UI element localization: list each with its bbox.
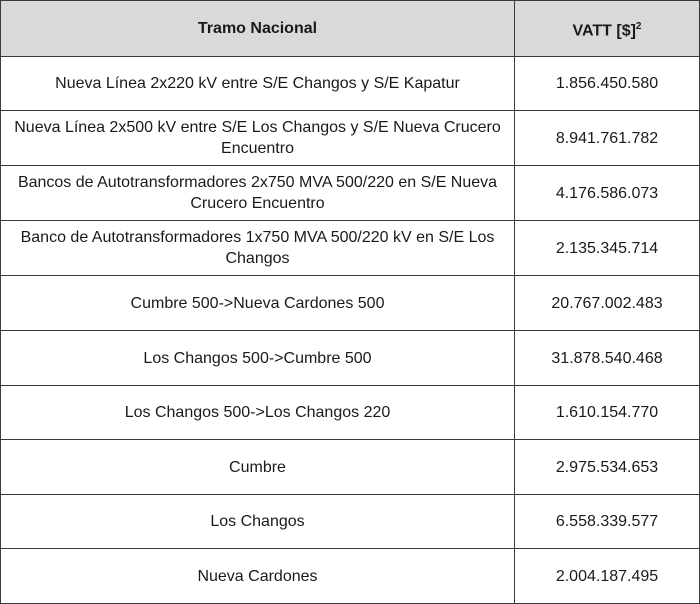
table-row (1, 166, 700, 221)
table-row (1, 57, 700, 111)
table-row (1, 440, 700, 495)
tramo-cell: Cumbre 500->Nueva Cardones 500 (1, 276, 515, 331)
table-row (1, 276, 700, 331)
header-row (1, 1, 700, 57)
table-row (1, 221, 700, 276)
tramo-cell: Los Changos 500->Los Changos 220 (1, 386, 515, 440)
vatt-cell: 2.004.187.495 (515, 549, 700, 604)
vatt-cell: 31.878.540.468 (515, 331, 700, 386)
vatt-cell: 4.176.586.073 (515, 166, 700, 221)
table-row (1, 111, 700, 166)
header-vatt-footnote: 2 (635, 20, 642, 32)
vatt-cell: 1.610.154.770 (515, 386, 700, 440)
table-row (1, 331, 700, 386)
tramo-cell: Nueva Cardones (1, 549, 515, 604)
table-row (1, 549, 700, 604)
vatt-cell: 1.856.450.580 (515, 57, 700, 111)
tramo-cell: Banco de Autotransformadores 1x750 MVA 500/220 kV en S/E Los Changos (1, 221, 515, 276)
vatt-cell: 2.975.534.653 (515, 440, 700, 495)
header-vatt-label: VATT [$] (572, 22, 636, 40)
tramo-cell: Nueva Línea 2x220 kV entre S/E Changos y S/E Kapatur (1, 57, 515, 111)
vatt-cell: 6.558.339.577 (515, 495, 700, 549)
tramo-cell: Bancos de Autotransformadores 2x750 MVA 500/220 en S/E Nueva Crucero Encuentro (1, 166, 515, 221)
tramo-cell: Cumbre (1, 440, 515, 495)
vatt-cell: 8.941.761.782 (515, 111, 700, 166)
tramo-cell: Los Changos 500->Cumbre 500 (1, 331, 515, 386)
table-row (1, 495, 700, 549)
vatt-cell: 2.135.345.714 (515, 221, 700, 276)
header-tramo: Tramo Nacional (1, 1, 515, 57)
tramo-cell: Nueva Línea 2x500 kV entre S/E Los Changos y S/E Nueva Crucero Encuentro (1, 111, 515, 166)
header-vatt (515, 1, 700, 57)
table-row (1, 386, 700, 440)
tramo-cell: Los Changos (1, 495, 515, 549)
vatt-cell: 20.767.002.483 (515, 276, 700, 331)
